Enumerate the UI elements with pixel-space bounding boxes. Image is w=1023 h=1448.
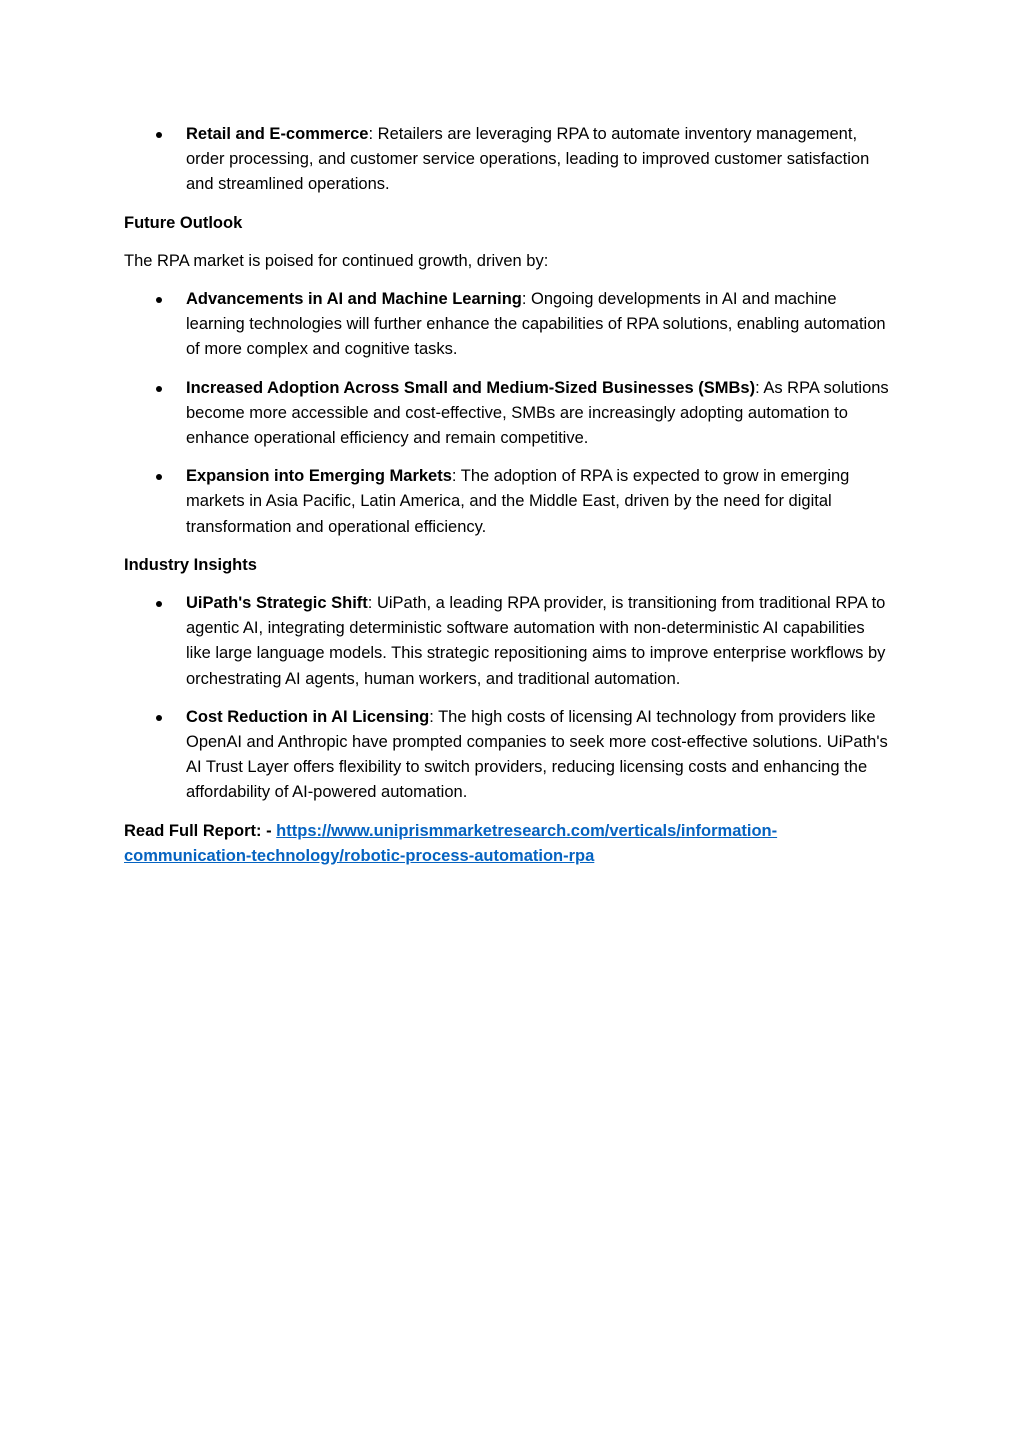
list-item	[124, 464, 894, 540]
bullet-text: : Ongoing developments in AI and machine learning technologies will further enhance the capabilities of RPA solutions, enabling automation of more complex and cognitive tasks.	[186, 290, 886, 359]
bullet-dot-icon	[156, 297, 162, 303]
section-heading-future-outlook: Future Outlook	[124, 213, 243, 232]
bullet-dot-icon	[156, 474, 162, 480]
list-item	[124, 376, 894, 452]
read-full-report	[124, 819, 894, 869]
industry-insights-list	[124, 591, 894, 806]
bullet-title: Cost Reduction in AI Licensing	[186, 707, 430, 726]
future-outlook-list	[124, 287, 894, 540]
section-heading-industry-insights: Industry Insights	[124, 555, 257, 574]
bullet-dot-icon	[156, 715, 162, 721]
list-item	[124, 122, 894, 198]
bullet-text: : The adoption of RPA is expected to grow in emerging markets in Asia Pacific, Latin America, and the Middle East, driven by the need for digital transformation and operational efficiency.	[186, 467, 850, 536]
list-item	[124, 287, 894, 363]
bullet-text: : UiPath, a leading RPA provider, is transitioning from traditional RPA to agentic AI, integrating deterministic software automation with non-deterministic AI capabilities like large language models. This strategic repositioning aims to improve enterprise workflows by orchestrating AI agents, human workers, and traditional automation.	[186, 594, 886, 688]
bullet-dot-icon	[156, 386, 162, 392]
bullet-text: : As RPA solutions become more accessible and cost-effective, SMBs are increasingly adopting automation to enhance operational efficiency and remain competitive.	[186, 378, 889, 448]
report-link[interactable]: https://www.uniprismmarketresearch.com/verticals/information-communication-technology/robotic-process-automation-rpa	[124, 821, 778, 865]
bullet-text: : The high costs of licensing AI technology from providers like OpenAI and Anthropic have prompted companies to seek more cost-effective solutions. UiPath's AI Trust Layer offers flexibility to switch providers, reducing licensing costs and enhancing the affordability of AI-powered automation.	[186, 707, 888, 802]
retail-bullet-list	[124, 122, 894, 198]
bullet-title: Retail and E-commerce	[186, 125, 369, 143]
bullet-dot-icon	[156, 132, 162, 138]
read-report-label: Read Full Report: -	[124, 821, 277, 840]
bullet-title: Increased Adoption Across Small and Medium-Sized Businesses (SMBs)	[186, 378, 756, 397]
bullet-title: Advancements in AI and Machine Learning	[186, 290, 522, 309]
future-outlook-intro: The RPA market is poised for continued growth, driven by:	[124, 251, 549, 270]
list-item	[124, 705, 894, 806]
document-body	[124, 122, 894, 869]
list-item	[124, 591, 894, 692]
bullet-title: UiPath's Strategic Shift	[186, 594, 368, 613]
bullet-dot-icon	[156, 601, 162, 607]
bullet-title: Expansion into Emerging Markets	[186, 467, 452, 486]
bullet-text: : Retailers are leveraging RPA to automate inventory management, order processing, and customer service operations, leading to improved customer satisfaction and streamlined operations.	[186, 125, 870, 194]
